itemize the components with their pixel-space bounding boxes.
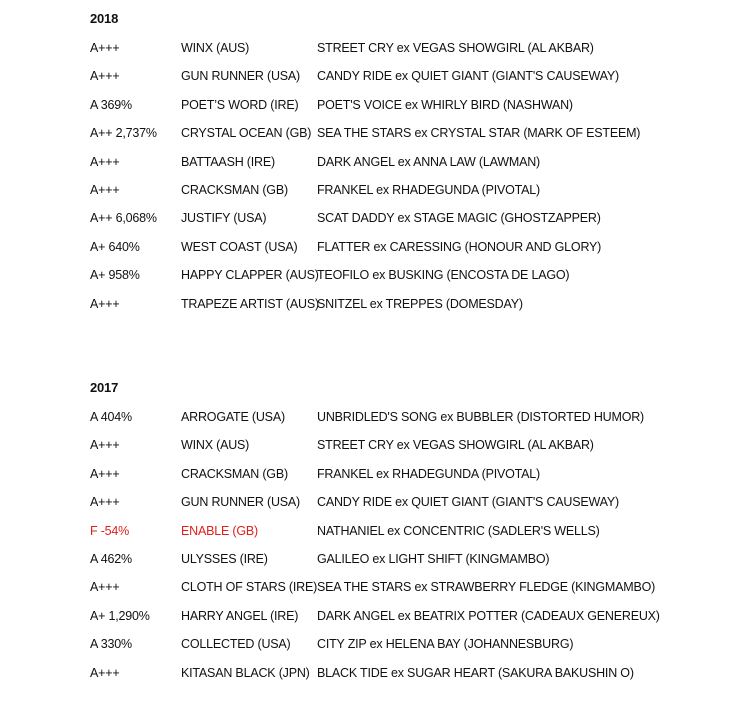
horse-row bbox=[90, 635, 710, 663]
rating-cell: A+++ bbox=[90, 182, 120, 197]
horse-row bbox=[90, 578, 710, 606]
rating-cell: A+++ bbox=[90, 154, 120, 169]
pedigree-cell: SEA THE STARS ex CRYSTAL STAR (MARK OF ESTEEM) bbox=[317, 126, 641, 141]
year-heading: 2018 bbox=[90, 11, 119, 26]
horse-name-cell: WEST COAST (USA) bbox=[181, 239, 298, 254]
rating-cell: A+++ bbox=[90, 438, 120, 453]
pedigree-cell: FRANKEL ex RHADEGUNDA (PIVOTAL) bbox=[317, 466, 541, 481]
rating-cell: A+ 640% bbox=[90, 239, 140, 254]
pedigree-cell: CANDY RIDE ex QUIET GIANT (GIANT'S CAUSEWAY) bbox=[317, 69, 619, 84]
horse-list bbox=[90, 39, 710, 323]
rating-cell: A++ 2,737% bbox=[90, 126, 157, 141]
rating-cell: A+ 958% bbox=[90, 268, 140, 283]
rating-cell: A 330% bbox=[90, 637, 132, 652]
rating-cell: A++ 6,068% bbox=[90, 211, 157, 226]
horse-name-cell: TRAPEZE ARTIST (AUS) bbox=[181, 296, 319, 311]
rating-cell: A 369% bbox=[90, 97, 132, 112]
horse-name-cell: GUN RUNNER (USA) bbox=[181, 495, 301, 510]
horse-row bbox=[90, 550, 710, 578]
rating-cell: A+++ bbox=[90, 466, 120, 481]
pedigree-cell: GALILEO ex LIGHT SHIFT (KINGMAMBO) bbox=[317, 551, 550, 566]
horse-name-cell: BATTAASH (IRE) bbox=[181, 154, 275, 169]
horse-row bbox=[90, 96, 710, 124]
horse-name-cell: KITASAN BLACK (JPN) bbox=[181, 665, 310, 680]
pedigree-cell: DARK ANGEL ex BEATRIX POTTER (CADEAUX GENEREUX) bbox=[317, 608, 660, 623]
horse-name-cell: WINX (AUS) bbox=[181, 41, 250, 55]
pedigree-cell: SEA THE STARS ex STRAWBERRY FLEDGE (KINGMAMBO) bbox=[317, 580, 656, 595]
horse-row bbox=[90, 436, 710, 464]
horse-name-cell: CRACKSMAN (GB) bbox=[181, 466, 288, 481]
horse-name-cell: CRACKSMAN (GB) bbox=[181, 182, 288, 197]
horse-row bbox=[90, 67, 710, 95]
horse-row bbox=[90, 153, 710, 181]
horse-name-cell: WINX (AUS) bbox=[181, 438, 250, 453]
horse-list bbox=[90, 408, 710, 692]
pedigree-cell: UNBRIDLED'S SONG ex BUBBLER (DISTORTED HUMOR) bbox=[317, 410, 645, 424]
horse-row bbox=[90, 209, 710, 237]
horse-name-cell: ULYSSES (IRE) bbox=[181, 551, 268, 566]
horse-row bbox=[90, 266, 710, 294]
horse-row bbox=[90, 522, 710, 550]
horse-name-cell: POET’S WORD (IRE) bbox=[181, 97, 299, 112]
pedigree-cell: STREET CRY ex VEGAS SHOWGIRL (AL AKBAR) bbox=[317, 41, 594, 55]
pedigree-cell: FLATTER ex CARESSING (HONOUR AND GLORY) bbox=[317, 239, 602, 254]
horse-row bbox=[90, 664, 710, 692]
horse-name-cell: ARROGATE (USA) bbox=[181, 410, 285, 424]
rating-cell: A+ 1,290% bbox=[90, 608, 150, 623]
pedigree-cell: SCAT DADDY ex STAGE MAGIC (GHOSTZAPPER) bbox=[317, 211, 601, 226]
horse-row bbox=[90, 465, 710, 493]
horse-name-cell: CLOTH OF STARS (IRE) bbox=[181, 580, 318, 595]
rating-cell: A+++ bbox=[90, 495, 120, 510]
horse-row bbox=[90, 607, 710, 635]
pedigree-cell: CANDY RIDE ex QUIET GIANT (GIANT'S CAUSEWAY) bbox=[317, 495, 619, 510]
horse-name-cell: HARRY ANGEL (IRE) bbox=[181, 608, 299, 623]
horse-row bbox=[90, 295, 710, 323]
year-heading: 2017 bbox=[90, 380, 119, 395]
pedigree-cell: BLACK TIDE ex SUGAR HEART (SAKURA BAKUSHIN O) bbox=[317, 665, 634, 680]
rating-cell: A+++ bbox=[90, 41, 120, 55]
horse-row bbox=[90, 493, 710, 521]
pedigree-cell: NATHANIEL ex CONCENTRIC (SADLER'S WELLS) bbox=[317, 523, 600, 538]
pedigree-cell: SNITZEL ex TREPPES (DOMESDAY) bbox=[317, 296, 523, 311]
rating-cell: A+++ bbox=[90, 580, 120, 595]
pedigree-cell: STREET CRY ex VEGAS SHOWGIRL (AL AKBAR) bbox=[317, 438, 594, 453]
pedigree-cell: FRANKEL ex RHADEGUNDA (PIVOTAL) bbox=[317, 182, 541, 197]
horse-name-cell: ENABLE (GB) bbox=[181, 523, 258, 538]
horse-name-cell: GUN RUNNER (USA) bbox=[181, 69, 301, 84]
horse-row bbox=[90, 408, 710, 436]
rating-cell: A+++ bbox=[90, 296, 120, 311]
rating-cell: A+++ bbox=[90, 69, 120, 84]
horse-row bbox=[90, 238, 710, 266]
horse-name-cell: CRYSTAL OCEAN (GB) bbox=[181, 126, 312, 141]
rating-cell: A 404% bbox=[90, 410, 132, 424]
horse-name-cell: JUSTIFY (USA) bbox=[181, 211, 267, 226]
horse-name-cell: COLLECTED (USA) bbox=[181, 637, 291, 652]
horse-name-cell: HAPPY CLAPPER (AUS) bbox=[181, 268, 319, 283]
horse-row bbox=[90, 124, 710, 152]
section-2017 bbox=[90, 379, 710, 692]
pedigree-cell: TEOFILO ex BUSKING (ENCOSTA DE LAGO) bbox=[317, 268, 570, 283]
rating-cell: F -54% bbox=[90, 523, 130, 538]
horse-row bbox=[90, 39, 710, 67]
section-2018 bbox=[90, 10, 710, 323]
rating-cell: A+++ bbox=[90, 665, 120, 680]
pedigree-cell: CITY ZIP ex HELENA BAY (JOHANNESBURG) bbox=[317, 637, 574, 652]
rating-cell: A 462% bbox=[90, 551, 132, 566]
pedigree-cell: DARK ANGEL ex ANNA LAW (LAWMAN) bbox=[317, 154, 541, 169]
horse-row bbox=[90, 181, 710, 209]
pedigree-cell: POET'S VOICE ex WHIRLY BIRD (NASHWAN) bbox=[317, 97, 573, 112]
